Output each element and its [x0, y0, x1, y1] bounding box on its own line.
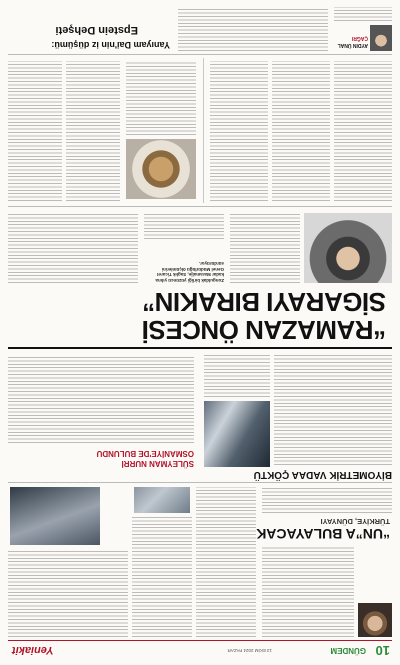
feature-headline-line2: Epstein Dehşeti — [55, 24, 138, 36]
lead-body-col-2 — [144, 213, 224, 239]
lower-divider — [8, 206, 392, 207]
plate-photo — [126, 139, 196, 199]
feature-divider — [8, 54, 392, 55]
author-avatar — [370, 25, 392, 51]
story-un-kicker: TÜRKİYE, DÜNYAYI — [320, 517, 390, 526]
page-number: 10 — [375, 643, 390, 658]
story-un-body-text — [262, 547, 354, 637]
lower-col-6 — [8, 61, 62, 201]
lead-subhead-1: SÜLEYMAN NURRİ — [121, 459, 194, 468]
top-right-photo — [10, 487, 100, 545]
feature-body-text — [178, 7, 328, 51]
column-text-top-middle-2 — [132, 517, 192, 637]
author-name: AYDIN ÜNAL — [337, 42, 368, 48]
page-header — [8, 640, 392, 659]
lead-subhead-2: OSMANİYE'DE BULUNDU — [96, 449, 194, 458]
column-rule — [203, 58, 204, 203]
column-text-top-right — [8, 549, 128, 637]
story-un-headline: “UN”A BULAYACAK — [256, 526, 390, 542]
lower-col-5 — [66, 61, 120, 201]
lead-divider — [8, 348, 392, 350]
section-label: GÜNDEM — [330, 646, 366, 655]
story-un-block — [256, 487, 392, 637]
lower-col-1 — [334, 61, 392, 201]
lead-body-col-1 — [230, 213, 300, 283]
tablet-photo — [204, 401, 270, 467]
biometric-body-text — [274, 355, 392, 465]
lower-col-2 — [272, 61, 330, 201]
column-text-top-middle-1 — [196, 487, 256, 637]
story-un-photo — [358, 603, 392, 637]
author-bio-lines — [334, 7, 392, 21]
section-divider — [8, 482, 392, 483]
biometric-body-text-2 — [204, 355, 270, 397]
issue-date: 13 EKİM 2024 PAZAR — [227, 648, 272, 653]
lower-col-4 — [126, 61, 196, 135]
story-un-body-text-2 — [262, 487, 392, 513]
lead-headline-line2: SİGARAYI BIRAKIN” — [142, 287, 386, 317]
author-tag: ÇAĞRI — [351, 35, 368, 41]
lead-deck: Zonguldak birliği yüzüncü yılına kadar Maramalje, Saglık Ticaret Genel Müdürlüğü ölçümlerini sürdürüyor. — [155, 261, 224, 283]
feature-headline-line1: Yanıyam Dai'nin iz düşümü: — [51, 40, 170, 50]
author-box — [334, 7, 392, 51]
lower-col-3 — [210, 61, 268, 201]
biometric-headline: BİYOMETRİK VADAA ÇÖKTÜ — [253, 469, 392, 480]
lead-photo-speaker — [304, 213, 392, 283]
lead-headline-line1: “RAMAZAN ÖNCESİ — [142, 315, 386, 345]
small-photo-top-middle — [134, 487, 190, 513]
lead-body-col-3 — [8, 213, 138, 283]
newspaper-logo: Yeniakit — [12, 644, 54, 656]
suleyman-body-text — [8, 355, 194, 443]
